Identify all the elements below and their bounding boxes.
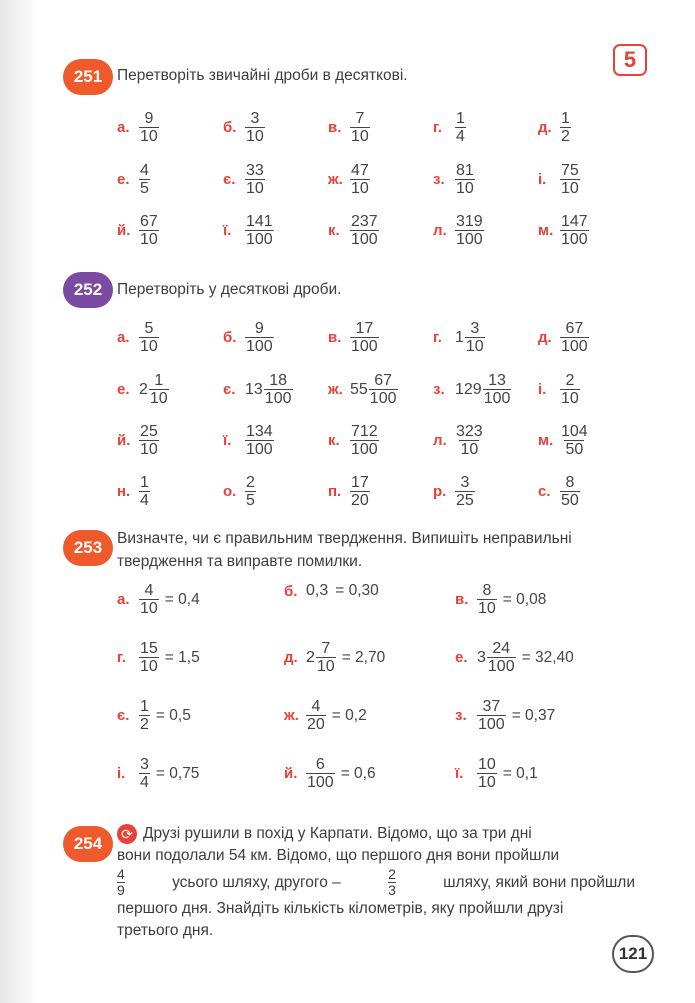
fraction — [560, 372, 580, 407]
task-254-line5: третього дня. — [117, 922, 214, 939]
fraction — [369, 372, 398, 407]
numerator: 9 — [144, 110, 154, 127]
denominator: 10 — [246, 128, 264, 145]
fraction — [560, 110, 571, 145]
denominator: 10 — [478, 600, 496, 617]
exercise-item — [223, 110, 265, 145]
numerator: 2 — [565, 372, 575, 389]
item-label: п. — [328, 483, 342, 500]
item-label: б. — [223, 119, 237, 136]
fraction — [350, 423, 379, 458]
fraction — [264, 372, 293, 407]
item-label: ж. — [328, 381, 343, 398]
item-label: а. — [117, 329, 130, 346]
numerator: 5 — [144, 320, 154, 337]
exercise-item — [328, 372, 398, 407]
numerator: 4 — [311, 698, 321, 715]
fraction — [477, 582, 497, 617]
item-label: а. — [117, 591, 130, 608]
whole-part: 13 — [245, 380, 263, 398]
numerator: 10 — [478, 756, 496, 773]
exercise-item — [117, 698, 191, 733]
item-label: м. — [538, 222, 554, 239]
denominator: 5 — [246, 492, 255, 509]
exercise-item — [117, 423, 159, 458]
numerator: 6 — [315, 756, 325, 773]
item-label: д. — [284, 649, 298, 666]
denominator: 10 — [478, 774, 496, 791]
item-label: з. — [455, 707, 467, 724]
numerator: 13 — [488, 372, 506, 389]
item-label: е. — [455, 649, 468, 666]
item-label: й. — [284, 765, 298, 782]
chapter-badge: 5 — [613, 44, 647, 76]
fraction — [350, 162, 370, 197]
denominator: 10 — [140, 600, 158, 617]
numerator: 24 — [492, 640, 511, 657]
exercise-item — [117, 756, 199, 791]
exercise-item — [328, 423, 379, 458]
item-label: н. — [117, 483, 131, 500]
numerator: 67 — [374, 372, 393, 389]
denominator: 2 — [140, 716, 149, 733]
denominator: 20 — [307, 716, 325, 733]
numerator: 67 — [565, 320, 584, 337]
exercise-item — [433, 372, 511, 407]
item-label: і. — [117, 765, 126, 782]
fraction — [560, 423, 589, 458]
item-label: є. — [117, 707, 130, 724]
fraction — [139, 423, 159, 458]
denominator: 100 — [246, 231, 273, 248]
fraction — [350, 320, 379, 355]
exercise-item — [538, 423, 589, 458]
fraction — [139, 320, 159, 355]
denominator: 20 — [351, 492, 369, 509]
numerator: 4 — [140, 162, 149, 179]
exercise-item — [433, 213, 484, 248]
task-254-line3a: усього шляху, другого – — [172, 873, 341, 891]
numerator: 81 — [456, 162, 474, 179]
denominator: 10 — [140, 441, 158, 458]
fraction — [306, 698, 326, 733]
denominator: 10 — [456, 180, 474, 197]
item-label: г. — [433, 329, 442, 346]
exercise-item — [284, 582, 379, 600]
numerator: 4 — [117, 866, 125, 882]
whole-part: 1 — [455, 328, 464, 346]
fraction — [245, 213, 274, 248]
fraction — [245, 110, 265, 145]
denominator: 10 — [465, 338, 484, 355]
equation-value: = 0,1 — [502, 764, 538, 782]
denominator: 10 — [316, 658, 335, 675]
numerator: 2 — [388, 866, 396, 882]
item-label: а. — [117, 119, 130, 136]
item-label: л. — [433, 222, 447, 239]
fraction — [245, 162, 265, 197]
exercise-item — [223, 372, 293, 407]
item-label: б. — [223, 329, 237, 346]
numerator: 17 — [351, 474, 369, 491]
equation-value: = 0,6 — [340, 764, 376, 782]
item-label: л. — [433, 432, 447, 449]
item-label: с. — [538, 483, 551, 500]
task-number-251: 251 — [63, 59, 113, 95]
denominator: 100 — [369, 390, 397, 407]
fraction — [139, 110, 159, 145]
denominator: 10 — [351, 180, 369, 197]
task-number-254: 254 — [63, 826, 113, 862]
numerator: 319 — [456, 213, 483, 230]
task-254-line3b: шляху, який вони пройшли — [443, 873, 635, 891]
denominator: 100 — [246, 441, 273, 458]
denominator: 50 — [561, 492, 579, 509]
whole-part: 55 — [350, 380, 368, 398]
whole-part: 129 — [455, 380, 482, 398]
denominator: 100 — [487, 658, 515, 675]
fraction — [350, 110, 370, 145]
item-label: з. — [433, 381, 445, 398]
exercise-item — [223, 213, 274, 248]
whole-part: 2 — [306, 648, 315, 666]
task-254-line1: Друзі рушили в похід у Карпати. Відомо, що за три дні — [143, 825, 532, 842]
task-number-253: 253 — [63, 530, 113, 566]
numerator: 3 — [140, 756, 149, 773]
exercise-item — [117, 474, 150, 509]
exercise-item — [328, 162, 370, 197]
denominator: 4 — [140, 492, 149, 509]
fraction — [483, 372, 512, 407]
exercise-item — [538, 320, 589, 355]
item-label: к. — [328, 222, 340, 239]
cycle-icon: ⟳ — [117, 824, 137, 844]
denominator: 100 — [351, 231, 378, 248]
exercise-item — [328, 320, 379, 355]
fraction-2-3 — [388, 867, 396, 898]
denominator: 10 — [149, 390, 168, 407]
item-label: р. — [433, 483, 447, 500]
fraction — [245, 423, 274, 458]
denominator: 10 — [351, 128, 369, 145]
fraction — [455, 110, 466, 145]
numerator: 147 — [561, 213, 588, 230]
denominator: 100 — [561, 338, 588, 355]
fraction — [455, 423, 484, 458]
item-label: г. — [433, 119, 442, 136]
fraction — [477, 698, 506, 733]
item-label: і. — [538, 171, 547, 188]
numerator: 3 — [470, 320, 480, 337]
task-251-text: Перетворіть звичайні дроби в десяткові. — [117, 67, 408, 84]
item-label: є. — [223, 381, 236, 398]
exercise-item — [284, 698, 367, 733]
denominator: 50 — [565, 441, 584, 458]
fraction — [455, 474, 475, 509]
numerator: 1 — [456, 110, 465, 127]
item-label: і. — [538, 381, 547, 398]
numerator: 47 — [351, 162, 369, 179]
item-label: е. — [117, 171, 130, 188]
denominator: 100 — [246, 338, 273, 355]
fraction — [149, 372, 169, 407]
denominator: 9 — [117, 882, 125, 898]
exercise-item — [538, 213, 589, 248]
exercise-item — [328, 213, 379, 248]
equation-value: = 2,70 — [341, 648, 386, 666]
numerator: 8 — [565, 474, 575, 491]
exercise-item — [455, 640, 574, 675]
exercise-item — [117, 162, 150, 197]
item-label: ї. — [223, 222, 232, 239]
numerator: 7 — [355, 110, 365, 127]
exercise-item — [328, 474, 370, 509]
exercise-item — [223, 320, 274, 355]
item-label: в. — [455, 591, 469, 608]
item-label: в. — [328, 329, 342, 346]
denominator: 25 — [456, 492, 474, 509]
item-label: д. — [538, 119, 552, 136]
numerator: 3 — [460, 474, 470, 491]
denominator: 100 — [264, 390, 292, 407]
task-253-text-line1: Визначте, чи є правильним твердження. Випишіть неправильні — [117, 530, 572, 547]
numerator: 9 — [254, 320, 264, 337]
fraction — [245, 320, 274, 355]
exercise-item — [117, 110, 159, 145]
exercise-item — [433, 474, 475, 509]
item-label: й. — [117, 432, 131, 449]
exercise-item — [538, 110, 571, 145]
equation-value: = 0,5 — [155, 706, 191, 724]
denominator: 10 — [246, 180, 264, 197]
numerator: 1 — [140, 474, 149, 491]
numerator: 323 — [456, 423, 483, 440]
fraction — [139, 582, 159, 617]
exercise-item — [433, 110, 466, 145]
numerator: 25 — [140, 423, 158, 440]
numerator: 67 — [140, 213, 158, 230]
denominator: 100 — [351, 338, 378, 355]
numerator: 104 — [561, 423, 588, 440]
fraction — [139, 162, 150, 197]
numerator: 18 — [269, 372, 288, 389]
item-label: к. — [328, 432, 340, 449]
numerator: 3 — [250, 110, 260, 127]
exercise-item — [117, 213, 159, 248]
exercise-item — [455, 756, 538, 791]
fraction — [139, 756, 150, 791]
page-number: 121 — [612, 935, 654, 973]
equation-value: = 0,75 — [155, 764, 200, 782]
fraction — [560, 474, 580, 509]
fraction — [139, 213, 159, 248]
fraction — [560, 213, 589, 248]
equation-value: = 0,08 — [502, 590, 547, 608]
numerator: 712 — [351, 423, 378, 440]
numerator: 1 — [154, 372, 164, 389]
exercise-item — [538, 372, 580, 407]
denominator: 100 — [478, 716, 505, 733]
exercise-item — [433, 162, 475, 197]
item-label: д. — [538, 329, 552, 346]
denominator: 4 — [456, 128, 465, 145]
task-254-line4: першого дня. Знайдіть кількість кілометрів, яку пройшли друзі — [117, 900, 564, 917]
equation-value: = 0,2 — [331, 706, 367, 724]
exercise-item — [117, 320, 159, 355]
numerator: 237 — [351, 213, 378, 230]
exercise-item — [433, 320, 485, 355]
numerator: 8 — [482, 582, 492, 599]
fraction — [139, 698, 150, 733]
denominator: 10 — [140, 338, 158, 355]
denominator: 100 — [483, 390, 511, 407]
task-number-252: 252 — [63, 272, 113, 308]
denominator: 10 — [140, 658, 158, 675]
item-label: е. — [117, 381, 130, 398]
fraction — [316, 640, 336, 675]
numerator: 15 — [140, 640, 158, 657]
exercise-item — [455, 582, 546, 617]
exercise-item — [223, 423, 274, 458]
denominator: 5 — [140, 180, 149, 197]
fraction — [465, 320, 485, 355]
item-label: о. — [223, 483, 237, 500]
fraction — [487, 640, 516, 675]
item-label: в. — [328, 119, 342, 136]
exercise-item — [117, 372, 169, 407]
fraction — [455, 213, 484, 248]
exercise-item — [538, 162, 580, 197]
exercise-item — [538, 474, 580, 509]
exercise-item — [223, 162, 265, 197]
denominator: 100 — [561, 231, 588, 248]
item-label: ї. — [455, 765, 464, 782]
fraction — [139, 474, 150, 509]
denominator: 100 — [351, 441, 378, 458]
exercise-item — [223, 474, 256, 509]
item-label: й. — [117, 222, 131, 239]
equation-value: = 1,5 — [164, 648, 200, 666]
fraction — [560, 162, 580, 197]
task-254-line2: вони подолали 54 км. Відомо, що першого дня вони пройшли — [117, 847, 560, 864]
item-label: ж. — [284, 707, 299, 724]
item-label: з. — [433, 171, 445, 188]
whole-part: 3 — [477, 648, 486, 666]
denominator: 100 — [307, 774, 334, 791]
equation-value: = 0,30 — [335, 582, 379, 599]
fraction-4-9 — [117, 867, 125, 898]
numerator: 134 — [246, 423, 273, 440]
exercise-item — [117, 582, 200, 617]
fraction — [306, 756, 335, 791]
exercise-item — [455, 698, 555, 733]
numerator: 37 — [482, 698, 501, 715]
numerator: 4 — [144, 582, 154, 599]
numerator: 1 — [140, 698, 149, 715]
item-label: м. — [538, 432, 554, 449]
item-label: г. — [117, 649, 126, 666]
denominator: 10 — [140, 128, 158, 145]
numerator: 75 — [561, 162, 579, 179]
page-shadow — [0, 0, 40, 1003]
denominator: 2 — [561, 128, 570, 145]
task-253-text-line2: твердження та виправте помилки. — [117, 553, 363, 570]
fraction — [139, 640, 159, 675]
denominator: 10 — [460, 441, 479, 458]
item-label: є. — [223, 171, 236, 188]
numerator: 7 — [321, 640, 331, 657]
numerator: 141 — [246, 213, 273, 230]
numerator: 1 — [561, 110, 570, 127]
exercise-item — [433, 423, 484, 458]
equation-value: = 0,37 — [511, 706, 556, 724]
equation-value: = 0,4 — [164, 590, 200, 608]
denominator: 10 — [561, 390, 579, 407]
numerator: 2 — [246, 474, 255, 491]
whole-part: 2 — [139, 380, 148, 398]
item-label: ж. — [328, 171, 343, 188]
item-label: б. — [284, 582, 298, 600]
task-252-text: Перетворіть у десяткові дроби. — [117, 281, 342, 298]
fraction — [455, 162, 475, 197]
denominator: 10 — [561, 180, 579, 197]
denominator: 3 — [388, 882, 396, 898]
denominator: 4 — [140, 774, 149, 791]
exercise-item — [328, 110, 370, 145]
numerator: 17 — [355, 320, 374, 337]
equation-value: = 32,40 — [521, 648, 574, 666]
exercise-item — [284, 640, 385, 675]
task-254-text — [117, 823, 635, 942]
numerator: 33 — [246, 162, 264, 179]
item-label: ї. — [223, 432, 232, 449]
fraction — [245, 474, 256, 509]
denominator: 100 — [456, 231, 483, 248]
fraction — [350, 213, 379, 248]
fraction — [560, 320, 589, 355]
decimal-value: 0,3 — [306, 582, 329, 599]
exercise-item — [284, 756, 376, 791]
fraction — [350, 474, 370, 509]
exercise-item — [117, 640, 200, 675]
denominator: 10 — [140, 231, 158, 248]
fraction — [477, 756, 497, 791]
